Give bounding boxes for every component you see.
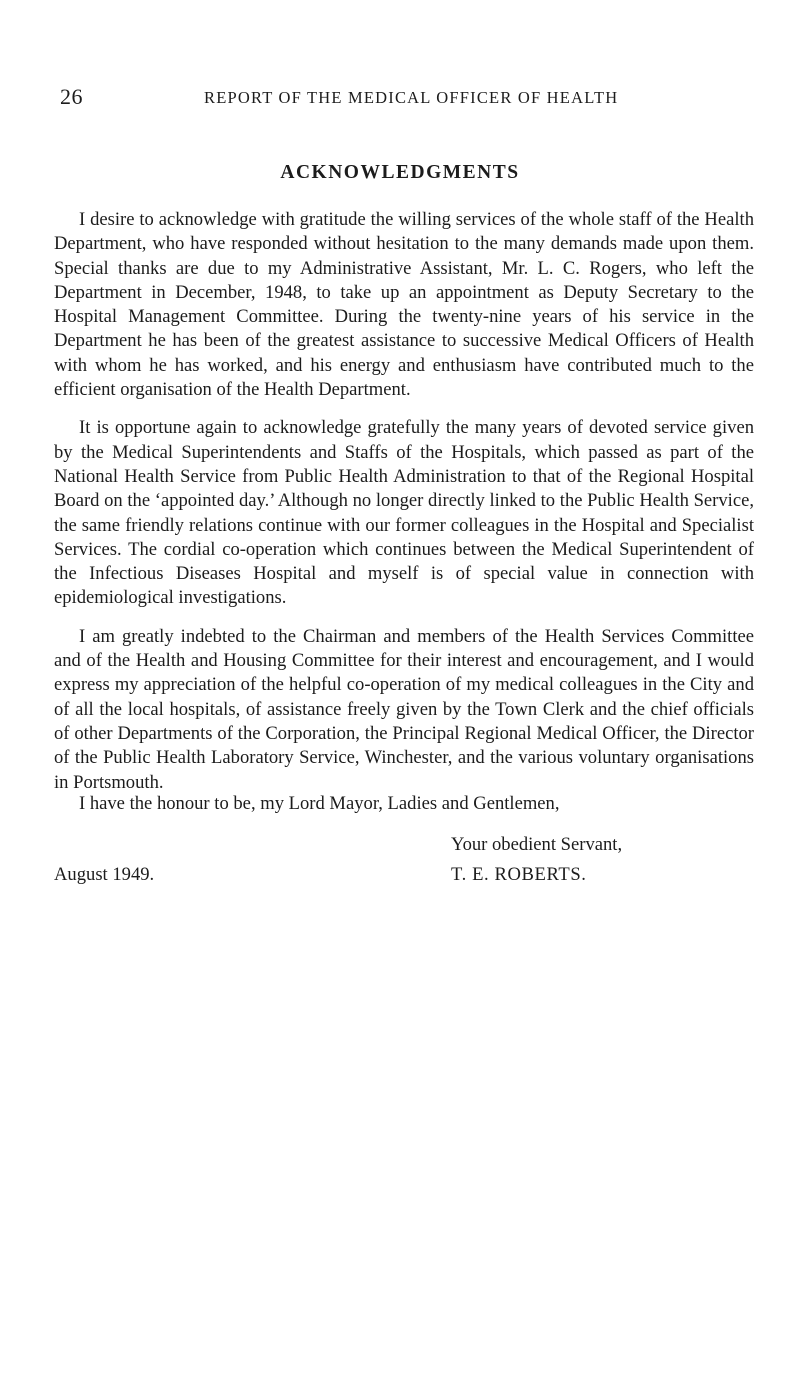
page-number: 26 <box>60 84 83 109</box>
running-header: REPORT OF THE MEDICAL OFFICER OF HEALTH <box>204 88 619 107</box>
paragraph-hospitals: It is opportune again to acknowledge gratefully the many years of devoted service given by the Medical Superintendents and Staffs of the Hospitals, which passed as part of the National Health Service from Public Health Administration to that of the Regional Hospital Board on the ‘appointed day.’ Although no longer directly linked to the Public Health Service, the same friendly relations continue with our former colleagues in the Hospital and Specialist Services. The cordial co-operation which continues between the Medical Superintendent of the Infectious Diseases Hospital and myself is of special value in connection with epidemiological investigations. <box>54 417 754 609</box>
signature: T. E. ROBERTS. <box>451 864 587 885</box>
paragraph-staff-thanks: I desire to acknowledge with gratitude the willing services of the whole staff of the Health Department, who have responded without hesitation to the many demands made upon them. Special thanks are due to my Administrative Assistant, Mr. L. C. Rogers, who left the Department in December, 1948, to take up an appointment as Deputy Secretary to the Hospital Management Committee. During the twenty-nine years of his service in the Department he has been of the greatest assistance to successive Medical Officers of Health with whom he has worked, and his energy and enthusiasm have contributed much to the efficient organisation of the Health Department. <box>54 209 754 401</box>
closing-valediction: Your obedient Servant, <box>451 834 623 855</box>
section-title: ACKNOWLEDGMENTS <box>280 162 520 183</box>
body-text <box>54 208 754 809</box>
paragraph-committees: I am greatly indebted to the Chairman and members of the Health Services Committee and of the Health and Housing Committee for their interest and encouragement, and I would express my appreciation of the helpful co-operation of my medical colleagues in the City and of all the local hospitals, of assistance freely given by the Town Clerk and the chief officials of other Departments of the Corporation, the Principal Regional Medical Officer, the Director of the Public Health Laboratory Service, Winchester, and the various voluntary organisations in Portsmouth. <box>54 625 754 793</box>
closing-salutation: I have the honour to be, my Lord Mayor, Ladies and Gentlemen, <box>79 793 560 814</box>
report-date: August 1949. <box>54 864 155 885</box>
